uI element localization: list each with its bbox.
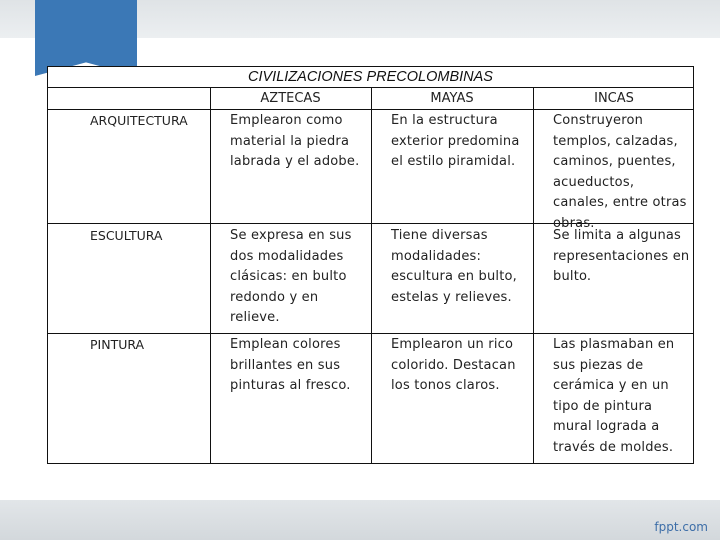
cell-incas-escultura: Se limita a algunas representaciones en bulto.: [553, 228, 690, 284]
table-title: CIVILIZACIONES PRECOLOMBINAS: [48, 67, 693, 88]
cell-mayas-escultura: Tiene diversas modalidades: escultura en bulto, estelas y relieves.: [391, 228, 518, 305]
col-divider: [533, 88, 534, 463]
column-header-aztecas: AZTECAS: [260, 91, 321, 106]
cell-aztecas-pintura: Emplean colores brillantes en sus pinturas al fresco.: [230, 337, 351, 393]
row-label-arquitectura: ARQUITECTURA: [90, 113, 188, 128]
cell-aztecas-arquitectura: Emplearon como material la piedra labrada y el adobe.: [230, 113, 360, 169]
col-divider: [371, 88, 372, 463]
cell-aztecas-escultura: Se expresa en sus dos modalidades clásicas: en bulto redondo y en relieve.: [230, 228, 352, 325]
footer-logo: fppt.com: [654, 520, 708, 534]
row-label-escultura: ESCULTURA: [90, 228, 163, 243]
cell-incas-pintura: Las plasmaban en sus piezas de cerámica y en un tipo de pintura mural lograda a través de moldes.: [553, 337, 675, 455]
cell-incas-arquitectura: Construyeron templos, calzadas, caminos, puentes, acueductos, canales, entre otras obras.: [553, 113, 687, 231]
decorative-banner: [35, 0, 137, 76]
column-header-mayas: MAYAS: [430, 91, 474, 106]
column-header-incas: INCAS: [594, 91, 634, 106]
cell-mayas-pintura: Emplearon un rico colorido. Destacan los tonos claros.: [391, 337, 516, 393]
comparison-table: [47, 66, 694, 464]
cell-mayas-arquitectura: En la estructura exterior predomina el estilo piramidal.: [391, 113, 520, 169]
bottom-band: [0, 500, 720, 540]
col-divider: [210, 88, 211, 463]
row-label-pintura: PINTURA: [90, 337, 145, 352]
